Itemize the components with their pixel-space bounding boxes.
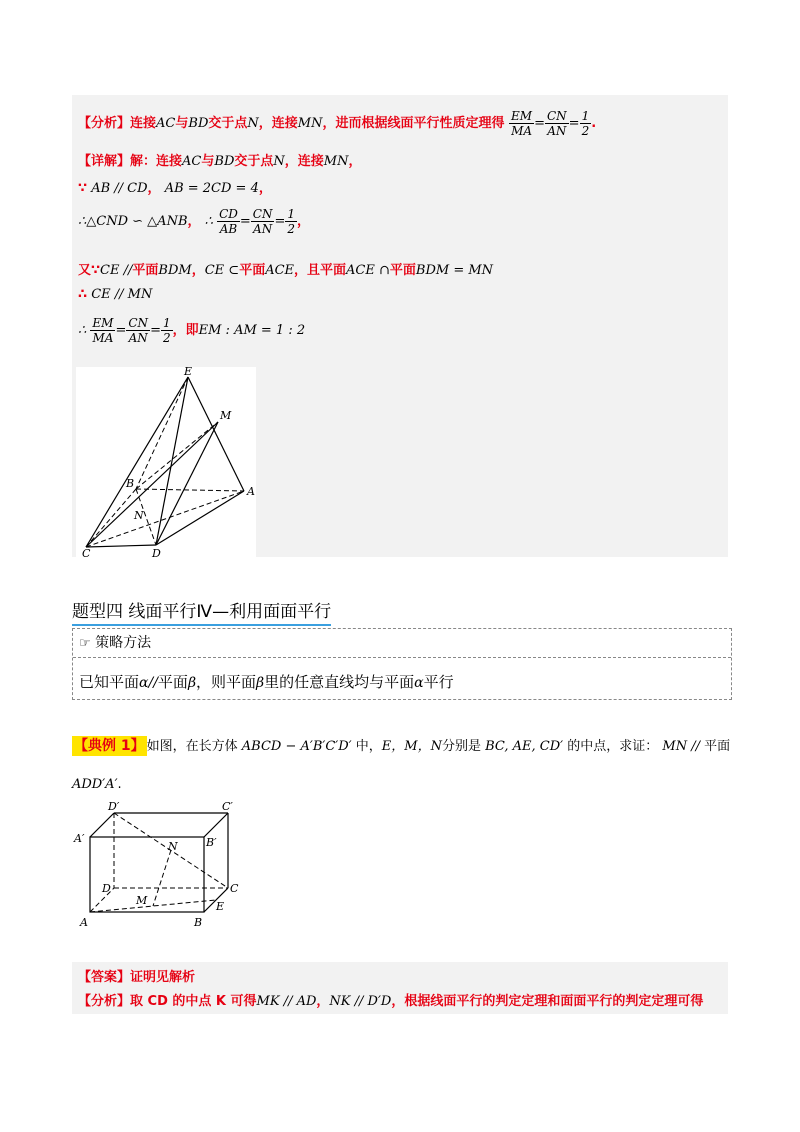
fraction-em-ma: $\frac{EM}{MA}$: [511, 109, 533, 138]
strategy-box: [72, 628, 732, 700]
label-Cp: C′: [222, 800, 233, 813]
label-N2: N: [168, 840, 178, 853]
label-C: C: [82, 547, 91, 557]
label-C2: C: [230, 882, 239, 895]
pyramid-figure: [76, 367, 256, 557]
fraction-cn-an-2: $\frac{CN}{AN}$: [252, 207, 273, 236]
detail-line-6: ∴ $\frac{EM}{MA}$ = $\frac{CN}{AN}$ = $\frac{1}{2}$ ，即EM : AM = 1 : 2: [78, 316, 306, 345]
answer-line: 【答案】证明见解析: [78, 970, 196, 985]
label-D2: D: [102, 882, 111, 895]
fraction-cn-an-3: $\frac{CN}{AN}$: [128, 316, 149, 345]
detail-line: 【详解】解：连接AC与BD交于点N，连接MN，: [78, 154, 362, 169]
analysis-line-2: 【分析】取 CD 的中点 K 可得MK // AD，NK // D′D，根据线面平行的判定定理和面面平行的判定定理可得: [78, 994, 704, 1009]
label-A: A: [247, 485, 255, 498]
label-M2: M: [136, 894, 148, 907]
label-N: N: [134, 509, 144, 522]
section-heading: 题型四 线面平行Ⅳ—利用面面平行: [72, 597, 331, 626]
analysis-line: 【分析】连接AC与BD交于点N，连接MN，进而根据线面平行性质定理得 $\frac{EM}{MA}$ = $\frac{CN}{AN}$ = $\frac{1}{2}$ .: [78, 109, 597, 138]
label-B2: B: [194, 916, 203, 929]
label-D: D: [152, 547, 161, 557]
label-M: M: [220, 409, 232, 422]
detail-line-3: ∴△CND ∽ △ANB， ∴ $\frac{CD}{AB}$ = $\frac{CN}{AN}$ = $\frac{1}{2}$ ，: [78, 207, 311, 236]
detail-line-4: 又∵CE //平面BDM，CE ⊂平面ACE，且平面ACE ∩平面BDM = MN: [78, 263, 494, 278]
label-A2: A: [80, 916, 88, 929]
label-Dp: D′: [108, 800, 120, 813]
fraction-one-half: $\frac{1}{2}$: [581, 109, 590, 138]
detail-line-2: ∵ AB // CD， AB = 2CD = 4，: [78, 181, 272, 196]
label-Ap: A′: [74, 832, 85, 845]
label-E2: E: [216, 900, 225, 913]
strategy-title: ☞ 策略方法: [73, 629, 731, 658]
answer-block: [72, 962, 728, 1014]
example-1: 【典例 1】 如图，在长方体 ABCD − A′B′C′D′ 中，E，M，N分别是 BC, AE, CD′ 的中点，求证： MN // 平面 ADD′A′.: [72, 738, 731, 792]
hand-pointer-icon: ☞: [79, 636, 91, 651]
detail-line-5: ∴ CE // MN: [78, 287, 153, 302]
label-B: B: [126, 477, 135, 490]
fraction-cd-ab: $\frac{CD}{AB}$: [219, 207, 238, 236]
cuboid-figure: [72, 800, 252, 935]
fraction-one-half-2: $\frac{1}{2}$: [287, 207, 296, 236]
fraction-em-ma-2: $\frac{EM}{MA}$: [92, 316, 114, 345]
solution-block: [72, 95, 728, 557]
fraction-one-half-3: $\frac{1}{2}$: [162, 316, 171, 345]
example-tag: 【典例 1】: [74, 738, 145, 754]
label-Bp: B′: [206, 836, 217, 849]
strategy-body: 已知平面α//平面β，则平面β里的任意直线均与平面α平行: [79, 673, 454, 691]
fraction-cn-an: $\frac{CN}{AN}$: [546, 109, 567, 138]
label-E: E: [184, 367, 193, 378]
